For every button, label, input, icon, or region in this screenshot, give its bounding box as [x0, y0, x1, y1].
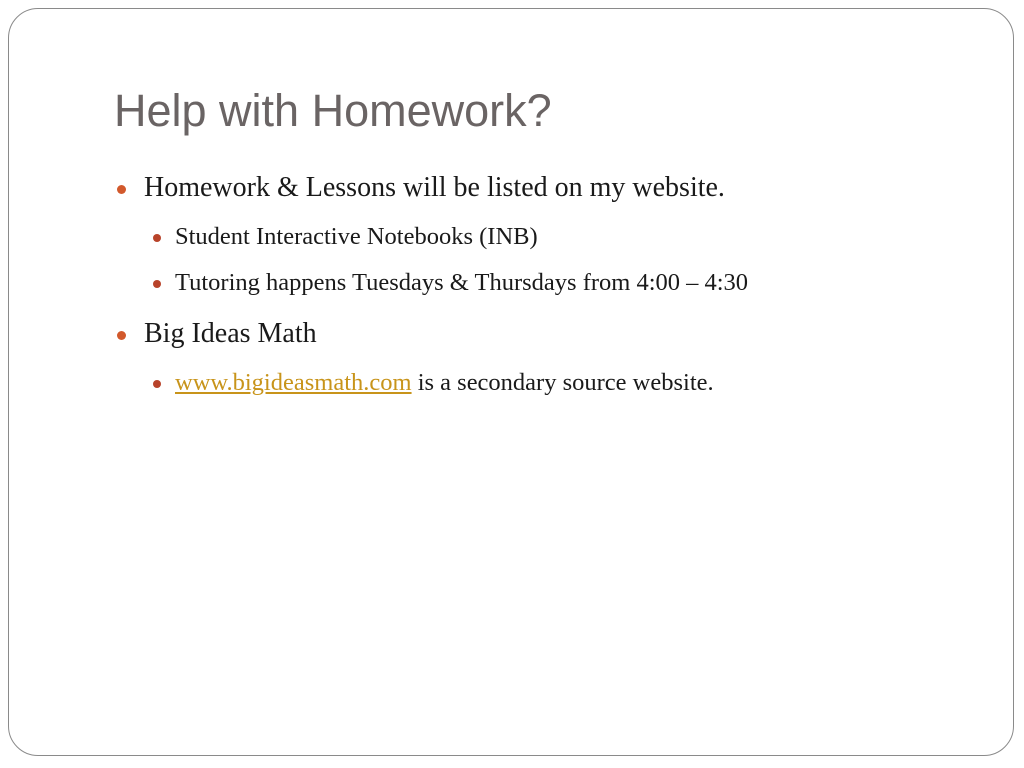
bullet-dot-icon: [117, 185, 126, 194]
sub-bullet-tutoring: [175, 269, 748, 297]
sub-bullet-text: is a secondary source website.: [411, 369, 714, 396]
bullet-dot-icon: [153, 234, 161, 242]
bullet-dot-icon: [117, 331, 126, 340]
slide-title: Help with Homework?: [114, 85, 552, 136]
bullet-dot-icon: [153, 380, 161, 388]
bigideasmath-link[interactable]: www.bigideasmath.com: [175, 369, 412, 396]
sub-bullet-website: [175, 369, 714, 397]
bullet-homework-lessons: [144, 172, 725, 204]
bullet-text: Big Ideas Math: [144, 318, 317, 349]
sub-bullet-text: Student Interactive Notebooks (INB): [175, 223, 538, 250]
sub-bullet-text: Tutoring happens Tuesdays & Thursdays from 4:00 – 4:30: [175, 269, 749, 296]
sub-bullet-inb: [175, 223, 538, 251]
bullet-big-ideas-math: [144, 318, 317, 350]
bullet-dot-icon: [153, 280, 161, 288]
bullet-text: Homework & Lessons will be listed on my website.: [144, 172, 725, 203]
